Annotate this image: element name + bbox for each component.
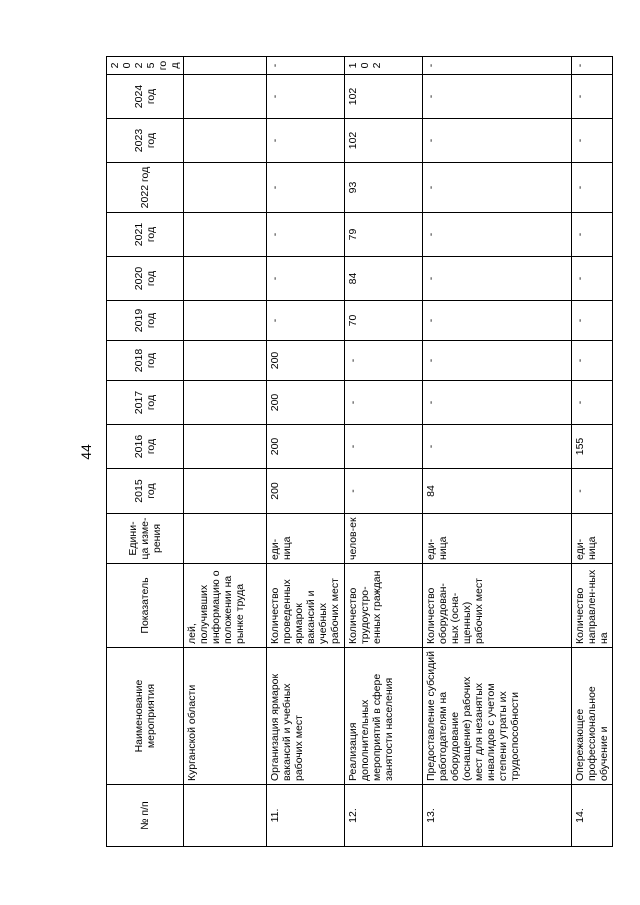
year-value-cell: [184, 119, 267, 163]
unit-cell: [184, 514, 267, 564]
year-value-cell: -: [267, 301, 345, 341]
year-value-cell: [184, 425, 267, 469]
year-value-cell: -: [423, 75, 572, 119]
year-value-cell: -: [572, 301, 613, 341]
year-value-cell: -: [572, 75, 613, 119]
year-value-cell: -: [267, 119, 345, 163]
year-value-cell: 84: [423, 469, 572, 514]
year-value-cell: -: [572, 257, 613, 301]
header-name: Наименование мероприятия: [107, 648, 184, 785]
measure-name: Курганской области: [184, 648, 267, 785]
year-value-cell: 200: [267, 425, 345, 469]
indicator-name: Количество направлен-ных на: [572, 564, 613, 648]
year-value-cell: -: [572, 341, 613, 381]
unit-cell: челов-ек: [345, 514, 423, 564]
unit-cell: еди-ница: [423, 514, 572, 564]
year-value-cell: [184, 213, 267, 257]
year-value-cell: -: [423, 163, 572, 213]
year-value-cell: -: [345, 425, 423, 469]
year-value-cell: [184, 381, 267, 425]
year-value-cell: 79: [345, 213, 423, 257]
year-value-cell: [184, 301, 267, 341]
measure-name: Организация ярмарок вакансий и учебных рабочих мест: [267, 648, 345, 785]
year-value-cell: -: [572, 381, 613, 425]
year-value-cell: -: [423, 119, 572, 163]
rotated-table-container: [106, 57, 611, 847]
year-value-cell: 102: [345, 75, 423, 119]
header-year: 2018 год: [107, 341, 184, 381]
year-value-cell: -: [423, 57, 572, 75]
unit-cell: еди-ница: [572, 514, 613, 564]
year-value-cell: [184, 57, 267, 75]
year-value-cell: 84: [345, 257, 423, 301]
header-year: 2016 год: [107, 425, 184, 469]
indicator-name: лей, получивших информацию о положении на рынке труда: [184, 564, 267, 648]
header-year: 2025 год: [107, 57, 184, 75]
year-value-cell: -: [267, 213, 345, 257]
year-value-cell: [184, 257, 267, 301]
year-value-cell: -: [572, 57, 613, 75]
table-row: [267, 57, 345, 847]
year-value-cell: -: [572, 163, 613, 213]
table-header-row: [107, 57, 184, 847]
year-value-cell: 200: [267, 341, 345, 381]
header-year: 2020 год: [107, 257, 184, 301]
header-num: № п/п: [107, 785, 184, 847]
year-value-cell: -: [423, 257, 572, 301]
year-value-cell: -: [572, 119, 613, 163]
row-number: 12.: [345, 785, 423, 847]
row-number: [184, 785, 267, 847]
header-year: 2023 год: [107, 119, 184, 163]
year-value-cell: -: [345, 381, 423, 425]
header-indicator: Показатель: [107, 564, 184, 648]
indicator-name: Количество проведенных ярмарок вакансий и учебных рабочих мест: [267, 564, 345, 648]
year-value-cell: 200: [267, 469, 345, 514]
year-value-cell: -: [423, 381, 572, 425]
header-year: 2015 год: [107, 469, 184, 514]
year-value-cell: 93: [345, 163, 423, 213]
year-value-cell: -: [423, 341, 572, 381]
year-value-cell: 155: [572, 425, 613, 469]
year-value-cell: -: [267, 163, 345, 213]
year-value-cell: 102: [345, 119, 423, 163]
year-value-cell: -: [345, 341, 423, 381]
measure-name: Предоставление субсидий работодателям на оборудование (оснащение) рабочих мест для незанятых инвалидов с учетом степени утраты их трудоспособности: [423, 648, 572, 785]
year-value-cell: -: [267, 75, 345, 119]
header-year: 2021 год: [107, 213, 184, 257]
page-number: 44: [78, 444, 94, 460]
unit-cell: еди-ница: [267, 514, 345, 564]
year-value-cell: [184, 75, 267, 119]
row-number: 13.: [423, 785, 572, 847]
year-value-cell: [184, 469, 267, 514]
table-row: [572, 57, 613, 847]
year-value-cell: [184, 163, 267, 213]
year-value-cell: -: [423, 425, 572, 469]
table-row: [184, 57, 267, 847]
year-value-cell: -: [267, 257, 345, 301]
program-indicators-table: [106, 56, 613, 847]
indicator-name: Количество оборудован-ных (осна-щенных) рабочих мест: [423, 564, 572, 648]
header-year: 2017 год: [107, 381, 184, 425]
row-number: 11.: [267, 785, 345, 847]
header-unit: Едини-ца изме-рения: [107, 514, 184, 564]
measure-name: Реализация дополнительных мероприятий в сфере занятости населения: [345, 648, 423, 785]
year-value-cell: -: [267, 57, 345, 75]
header-year: 2022 год: [107, 163, 184, 213]
year-value-cell: 200: [267, 381, 345, 425]
header-year: 2024 год: [107, 75, 184, 119]
year-value-cell: -: [345, 469, 423, 514]
header-year: 2019 год: [107, 301, 184, 341]
year-value-cell: -: [423, 301, 572, 341]
year-value-cell: 102: [345, 57, 423, 75]
year-value-cell: -: [423, 213, 572, 257]
year-value-cell: 70: [345, 301, 423, 341]
year-value-cell: -: [572, 213, 613, 257]
row-number: 14.: [572, 785, 613, 847]
year-value-cell: [184, 341, 267, 381]
year-value-cell: -: [572, 469, 613, 514]
indicator-name: Количество трудоустро-енных граждан: [345, 564, 423, 648]
measure-name: Опережающее профессиональное обучение и: [572, 648, 613, 785]
table-row: [345, 57, 423, 847]
table-row: [423, 57, 572, 847]
